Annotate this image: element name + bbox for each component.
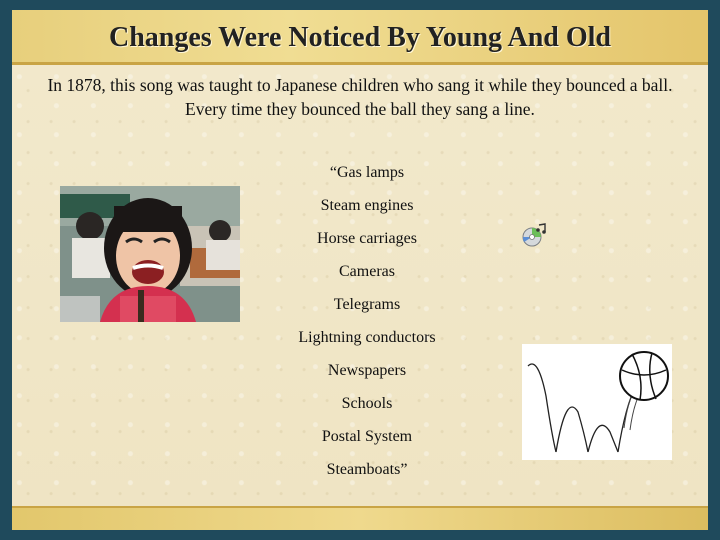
footer-band [12, 506, 708, 530]
intro-text: In 1878, this song was taught to Japanese children who sang it while they bounced a ball. Every time they bounced the ball they sang a line. [47, 75, 673, 119]
song-line: “Gas lamps [329, 164, 405, 181]
song-line: Horse carriages [317, 230, 417, 247]
song-line: Telegrams [333, 296, 401, 313]
audio-cd-icon [522, 223, 550, 247]
audio-clip-button[interactable] [522, 223, 550, 247]
slide-title: Changes Were Noticed By Young And Old [108, 22, 612, 53]
song-line: Postal System [321, 428, 413, 445]
song-line: Lightning conductors [298, 329, 436, 346]
slide [12, 10, 708, 530]
child-photo [60, 186, 240, 322]
song-lines-list [262, 156, 472, 486]
song-line: Schools [341, 395, 393, 412]
bouncing-ball-image [522, 344, 672, 460]
song-line: Steam engines [320, 197, 414, 214]
song-line: Newspapers [327, 362, 407, 379]
song-line: Steamboats” [326, 461, 408, 478]
song-line: Cameras [339, 263, 395, 280]
